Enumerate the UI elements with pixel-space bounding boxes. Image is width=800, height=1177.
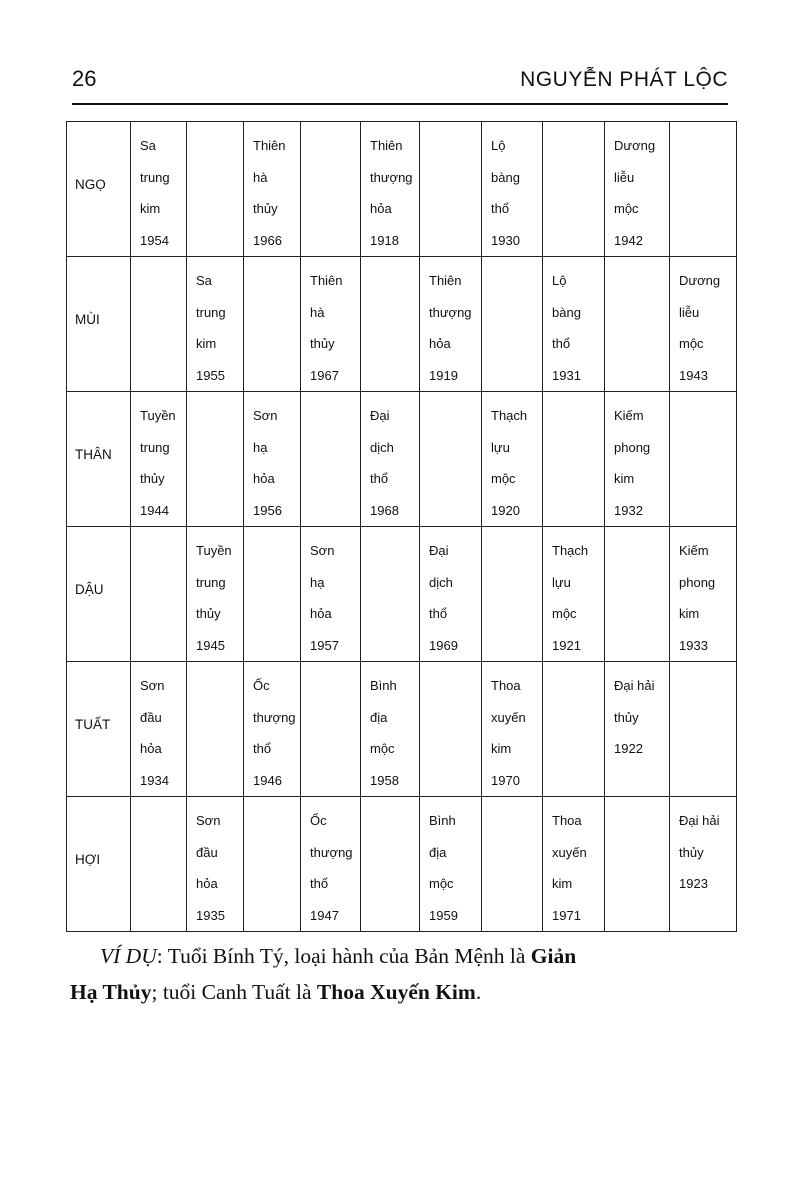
cell-line: hạ (253, 439, 268, 455)
cell-line: địa (370, 709, 388, 725)
cell-line: trung (140, 169, 170, 185)
cell-line: Sơn (253, 408, 278, 423)
cell-line: 1921 (552, 637, 581, 653)
cell-line: đầu (196, 844, 218, 860)
cell-line: thủy (310, 336, 335, 351)
table-cell (244, 662, 301, 797)
branch-label: TUẤT (67, 662, 131, 797)
cell-line: trung (196, 574, 226, 590)
cell-line: lựu (552, 574, 571, 590)
cell-line: thủy (196, 606, 221, 621)
cell-line: 1932 (614, 502, 643, 518)
cell-line: 1967 (310, 367, 339, 383)
table-row (67, 797, 737, 932)
example-bold-2: Thoa Xuyến Kim (316, 980, 476, 1004)
cell-line: Thiên (370, 138, 403, 153)
cell-line: 1945 (196, 637, 225, 653)
cell-line: trung (140, 439, 170, 455)
example-text-2: ; tuổi Canh Tuất là (151, 980, 317, 1004)
cell-line: mộc (679, 336, 704, 351)
branch-label: DẬU (67, 527, 131, 662)
empty-cell (301, 392, 361, 527)
cell-line: 1971 (552, 907, 581, 923)
cell-line: liễu (679, 304, 700, 320)
cell-line: Ốc (253, 678, 270, 693)
empty-cell (361, 797, 420, 932)
cell-line: hỏa (253, 471, 275, 486)
empty-cell (244, 527, 301, 662)
cell-line: hỏa (429, 336, 451, 351)
cell-line: kim (614, 471, 635, 486)
header-rule (72, 103, 728, 105)
cell-line: phong (614, 439, 651, 455)
cell-line: Kiếm (679, 543, 709, 558)
branch-label: NGỌ (67, 122, 131, 257)
empty-cell (482, 257, 543, 392)
element-cycle-table (66, 121, 737, 932)
cell-line: Lộ (491, 138, 506, 153)
empty-cell (670, 392, 737, 527)
empty-cell (605, 527, 670, 662)
table-cell (301, 527, 361, 662)
cell-line: kim (679, 606, 700, 621)
cell-line: kim (552, 876, 573, 891)
table-cell (670, 527, 737, 662)
cell-line: thổ (253, 741, 272, 756)
table-cell (131, 392, 187, 527)
example-paragraph (70, 938, 728, 1010)
table-cell (244, 392, 301, 527)
table-cell (361, 122, 420, 257)
table-cell (605, 662, 670, 797)
table-row (67, 527, 737, 662)
empty-cell (301, 662, 361, 797)
empty-cell (244, 257, 301, 392)
cell-line: thủy (614, 709, 639, 725)
table-cell (605, 122, 670, 257)
cell-line: 1934 (140, 772, 169, 788)
cell-line: xuyến (491, 709, 526, 725)
cell-line: thủy (140, 471, 165, 486)
table-cell (420, 797, 482, 932)
table-cell (131, 122, 187, 257)
cell-line: 1956 (253, 502, 282, 518)
cell-line: thổ (310, 876, 329, 891)
cell-line: 1919 (429, 367, 458, 383)
cell-line: Sơn (310, 543, 335, 558)
cell-line: địa (429, 844, 447, 860)
table-cell (482, 662, 543, 797)
cell-line: Dương (679, 273, 721, 288)
cell-line: 1954 (140, 232, 169, 248)
page-number: 26 (72, 66, 97, 91)
empty-cell (187, 662, 244, 797)
cell-line: 1970 (491, 772, 520, 788)
cell-line: hỏa (370, 201, 392, 216)
empty-cell (543, 392, 605, 527)
cell-line: bàng (491, 169, 520, 185)
cell-line: hỏa (196, 876, 218, 891)
empty-cell (420, 122, 482, 257)
running-head: NGUYỄN PHÁT LỘC (520, 68, 728, 91)
cell-line: Tuyền (140, 408, 176, 423)
table-cell (301, 797, 361, 932)
empty-cell (543, 122, 605, 257)
example-text-3: . (475, 980, 482, 1004)
table-cell (301, 257, 361, 392)
example-bold-1a: Giản (530, 944, 577, 968)
cell-line: 1955 (196, 367, 225, 383)
cell-line: 1969 (429, 637, 458, 653)
cell-line: Thiên (429, 273, 462, 288)
example-bold-1b: Hạ Thủy (70, 980, 152, 1004)
branch-label: MÙI (67, 257, 131, 392)
cell-line: thổ (552, 336, 571, 351)
cell-line: hạ (310, 574, 325, 590)
cell-line: Đại hải (614, 678, 655, 693)
cell-line: 1943 (679, 367, 708, 383)
cell-line: 1918 (370, 232, 399, 248)
empty-cell (670, 122, 737, 257)
cell-line: Thạch (552, 543, 589, 558)
cell-line: 1933 (679, 637, 708, 653)
branch-label: HỢI (67, 797, 131, 932)
cell-line: Bình (429, 813, 456, 828)
cell-line: kim (140, 201, 161, 216)
empty-cell (420, 662, 482, 797)
cell-line: Bình (370, 678, 397, 693)
cell-line: hà (310, 304, 325, 320)
table-cell (605, 392, 670, 527)
empty-cell (543, 662, 605, 797)
cell-line: mộc (552, 606, 577, 621)
empty-cell (131, 797, 187, 932)
cell-line: xuyến (552, 844, 587, 860)
cell-line: Thiên (310, 273, 343, 288)
empty-cell (131, 527, 187, 662)
cell-line: hỏa (140, 741, 162, 756)
table-cell (361, 662, 420, 797)
cell-line: Sơn (140, 678, 165, 693)
cell-line: mộc (491, 471, 516, 486)
cell-line: 1922 (614, 741, 643, 756)
cell-line: thượng (253, 709, 296, 725)
cell-line: 1944 (140, 502, 169, 518)
table-cell (670, 257, 737, 392)
table-cell (670, 797, 737, 932)
table-cell (361, 392, 420, 527)
cell-line: hỏa (310, 606, 332, 621)
cell-line: mộc (370, 741, 395, 756)
empty-cell (482, 797, 543, 932)
cell-line: thổ (370, 471, 389, 486)
empty-cell (482, 527, 543, 662)
cell-line: thổ (429, 606, 448, 621)
cell-line: thượng (370, 169, 413, 185)
cell-line: Dương (614, 138, 656, 153)
cell-line: mộc (429, 876, 454, 891)
cell-line: 1958 (370, 772, 399, 788)
table-cell (187, 797, 244, 932)
table-cell (187, 257, 244, 392)
empty-cell (605, 257, 670, 392)
cell-line: 1942 (614, 232, 643, 248)
table-cell (543, 257, 605, 392)
cell-line: 1931 (552, 367, 581, 383)
cell-line: thượng (310, 844, 353, 860)
empty-cell (187, 392, 244, 527)
empty-cell (605, 797, 670, 932)
table-cell (482, 122, 543, 257)
cell-line: Thạch (491, 408, 528, 423)
cell-line: Sơn (196, 813, 221, 828)
cell-line: thượng (429, 304, 472, 320)
cell-line: đầu (140, 709, 162, 725)
cell-line: hà (253, 169, 268, 185)
example-continuation (70, 974, 728, 1010)
cell-line: thủy (679, 844, 704, 860)
cell-line: 1968 (370, 502, 399, 518)
example-text-1: : Tuổi Bính Tý, loại hành của Bản Mệnh là (156, 944, 531, 968)
cell-line: bàng (552, 304, 581, 320)
cell-line: mộc (614, 201, 639, 216)
table-cell (420, 257, 482, 392)
cell-line: 1923 (679, 876, 708, 891)
empty-cell (301, 122, 361, 257)
cell-line: lựu (491, 439, 510, 455)
table-row (67, 257, 737, 392)
cell-line: Ốc (310, 813, 327, 828)
table-cell (543, 527, 605, 662)
table-cell (543, 797, 605, 932)
cell-line: 1946 (253, 772, 282, 788)
table-cell (482, 392, 543, 527)
cell-line: thủy (253, 201, 278, 216)
cell-line: 1935 (196, 907, 225, 923)
table-cell (244, 122, 301, 257)
cell-line: Thoa (552, 813, 582, 828)
example-label: VÍ DỤ (100, 944, 157, 968)
table-cell (131, 662, 187, 797)
cell-line: dịch (370, 439, 394, 455)
cell-line: 1947 (310, 907, 339, 923)
cell-line: kim (196, 336, 217, 351)
cell-line: Thiên (253, 138, 286, 153)
empty-cell (670, 662, 737, 797)
cell-line: 1957 (310, 637, 339, 653)
empty-cell (361, 527, 420, 662)
empty-cell (361, 257, 420, 392)
cell-line: Thoa (491, 678, 521, 693)
table-row (67, 662, 737, 797)
cell-line: Lộ (552, 273, 567, 288)
cell-line: Kiếm (614, 408, 644, 423)
cell-line: kim (491, 741, 512, 756)
cell-line: 1966 (253, 232, 282, 248)
empty-cell (420, 392, 482, 527)
table-row (67, 122, 737, 257)
cell-line: Sa (196, 273, 212, 288)
cell-line: 1920 (491, 502, 520, 518)
cell-line: Đại hải (679, 813, 720, 828)
cell-line: 1930 (491, 232, 520, 248)
cell-line: 1959 (429, 907, 458, 923)
cell-line: phong (679, 574, 716, 590)
table-row (67, 392, 737, 527)
cell-line: trung (196, 304, 226, 320)
cell-line: Tuyền (196, 543, 232, 558)
table-cell (420, 527, 482, 662)
cell-line: Sa (140, 138, 156, 153)
cell-line: Đại (370, 408, 390, 423)
table-cell (187, 527, 244, 662)
cell-line: Đại (429, 543, 449, 558)
branch-label: THÂN (67, 392, 131, 527)
empty-cell (187, 122, 244, 257)
cell-line: dịch (429, 574, 453, 590)
table-body (67, 122, 737, 932)
cell-line: thổ (491, 201, 510, 216)
cell-line: liễu (614, 169, 635, 185)
empty-cell (244, 797, 301, 932)
empty-cell (131, 257, 187, 392)
